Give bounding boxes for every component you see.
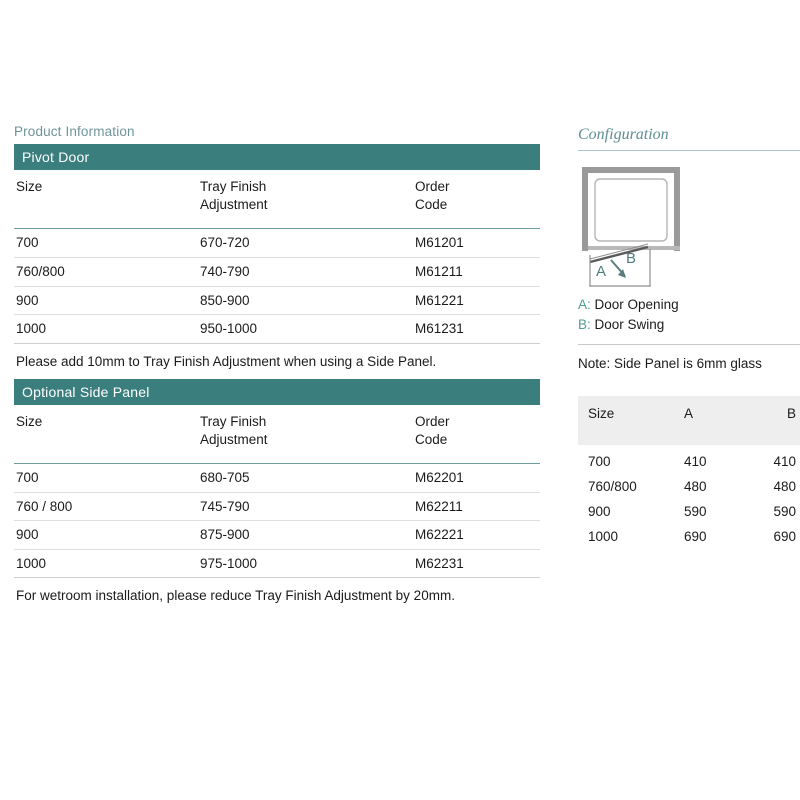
diagram-label-b: B bbox=[626, 250, 637, 267]
cell-adjustment: 975-1000 bbox=[198, 549, 413, 578]
pivot-door-table bbox=[14, 170, 540, 344]
table-row bbox=[14, 286, 540, 315]
dims-column-header-size: Size bbox=[578, 396, 674, 445]
configuration-title: Configuration bbox=[578, 126, 669, 143]
diagram-right-post bbox=[674, 167, 680, 251]
cell-adjustment: 950-1000 bbox=[198, 315, 413, 344]
shower-enclosure-diagram bbox=[578, 163, 800, 291]
legend-text-b: Door Swing bbox=[594, 316, 665, 332]
dims-cell-size: 700 bbox=[588, 454, 611, 470]
optional-side-panel-table bbox=[14, 405, 540, 579]
cell-order-code: M62231 bbox=[413, 549, 540, 578]
dims-cell-size: 900 bbox=[588, 504, 611, 520]
dims-column-header-b: B bbox=[742, 396, 800, 445]
cell-size: 760/800 bbox=[14, 257, 198, 286]
diagram-top-rail bbox=[582, 167, 680, 173]
cell-size: 760 / 800 bbox=[14, 492, 198, 521]
dims-cell-b: 590 bbox=[773, 504, 796, 520]
legend-text-a: Door Opening bbox=[594, 297, 679, 312]
product-information-panel bbox=[14, 124, 540, 613]
cell-adjustment: 740-790 bbox=[198, 257, 413, 286]
table-header-optional-side-panel: Optional Side Panel bbox=[14, 379, 540, 405]
table-row bbox=[14, 492, 540, 521]
cell-order-code: M62221 bbox=[413, 521, 540, 550]
dims-cell-a: 590 bbox=[684, 504, 707, 520]
cell-order-code: M61211 bbox=[413, 257, 540, 286]
cell-size: 700 bbox=[14, 464, 198, 493]
table-row bbox=[578, 524, 800, 549]
legend-key-a: A: bbox=[578, 297, 591, 312]
column-header-tray-finish-adjustment: Tray Finish Adjustment bbox=[200, 179, 268, 213]
configuration-divider bbox=[578, 150, 800, 151]
dims-column-header-a: A bbox=[674, 396, 742, 445]
diagram-label-a: A bbox=[596, 263, 607, 280]
cell-size: 1000 bbox=[14, 315, 198, 344]
dims-cell-b: 690 bbox=[773, 529, 796, 545]
dims-cell-size: 1000 bbox=[588, 529, 619, 545]
cell-order-code: M61201 bbox=[413, 229, 540, 258]
optional-side-panel-note: For wetroom installation, please reduce Tray Finish Adjustment by 20mm. bbox=[16, 588, 455, 604]
dims-cell-b: 480 bbox=[773, 479, 796, 495]
pivot-door-note: Please add 10mm to Tray Finish Adjustment when using a Side Panel. bbox=[16, 353, 437, 369]
pivot-door-diagram-svg bbox=[578, 163, 800, 291]
section-label-product-information: Product Information bbox=[14, 124, 135, 139]
cell-adjustment: 670-720 bbox=[198, 229, 413, 258]
table-header-pivot-door: Pivot Door bbox=[14, 144, 540, 170]
dims-cell-a: 410 bbox=[684, 454, 707, 470]
cell-adjustment: 850-900 bbox=[198, 286, 413, 315]
column-header-order-code: Order Code bbox=[415, 413, 450, 447]
table-row bbox=[578, 499, 800, 524]
legend-item-b bbox=[578, 315, 800, 335]
diagram-left-post bbox=[582, 167, 588, 251]
dims-cell-a: 690 bbox=[684, 529, 707, 545]
column-header-size: Size bbox=[16, 179, 43, 194]
legend-key-b: B: bbox=[578, 316, 591, 332]
legend-item-a bbox=[578, 295, 800, 315]
cell-size: 1000 bbox=[14, 549, 198, 578]
cell-order-code: M61231 bbox=[413, 315, 540, 344]
cell-size: 700 bbox=[14, 229, 198, 258]
cell-adjustment: 680-705 bbox=[198, 464, 413, 493]
table-row bbox=[14, 521, 540, 550]
table-row bbox=[14, 549, 540, 578]
dims-cell-b: 410 bbox=[773, 454, 796, 470]
column-header-order-code: Order Code bbox=[415, 179, 450, 213]
table-row bbox=[14, 315, 540, 344]
diagram-legend bbox=[578, 295, 800, 334]
cell-size: 900 bbox=[14, 521, 198, 550]
table-row bbox=[14, 257, 540, 286]
cell-adjustment: 875-900 bbox=[198, 521, 413, 550]
table-row bbox=[578, 474, 800, 499]
dimensions-table bbox=[578, 396, 800, 549]
cell-order-code: M62201 bbox=[413, 464, 540, 493]
table-row bbox=[14, 229, 540, 258]
cell-size: 900 bbox=[14, 286, 198, 315]
cell-order-code: M61221 bbox=[413, 286, 540, 315]
configuration-panel bbox=[578, 126, 800, 549]
dims-cell-a: 480 bbox=[684, 479, 707, 495]
table-row bbox=[578, 445, 800, 474]
diagram-glass-panel bbox=[595, 179, 667, 241]
cell-adjustment: 745-790 bbox=[198, 492, 413, 521]
table-row bbox=[14, 464, 540, 493]
column-header-size: Size bbox=[16, 413, 43, 429]
dims-cell-size: 760/800 bbox=[588, 479, 637, 495]
cell-order-code: M62211 bbox=[413, 492, 540, 521]
side-panel-glass-note: Note: Side Panel is 6mm glass bbox=[578, 356, 762, 372]
column-header-tray-finish-adjustment: Tray Finish Adjustment bbox=[200, 413, 268, 447]
